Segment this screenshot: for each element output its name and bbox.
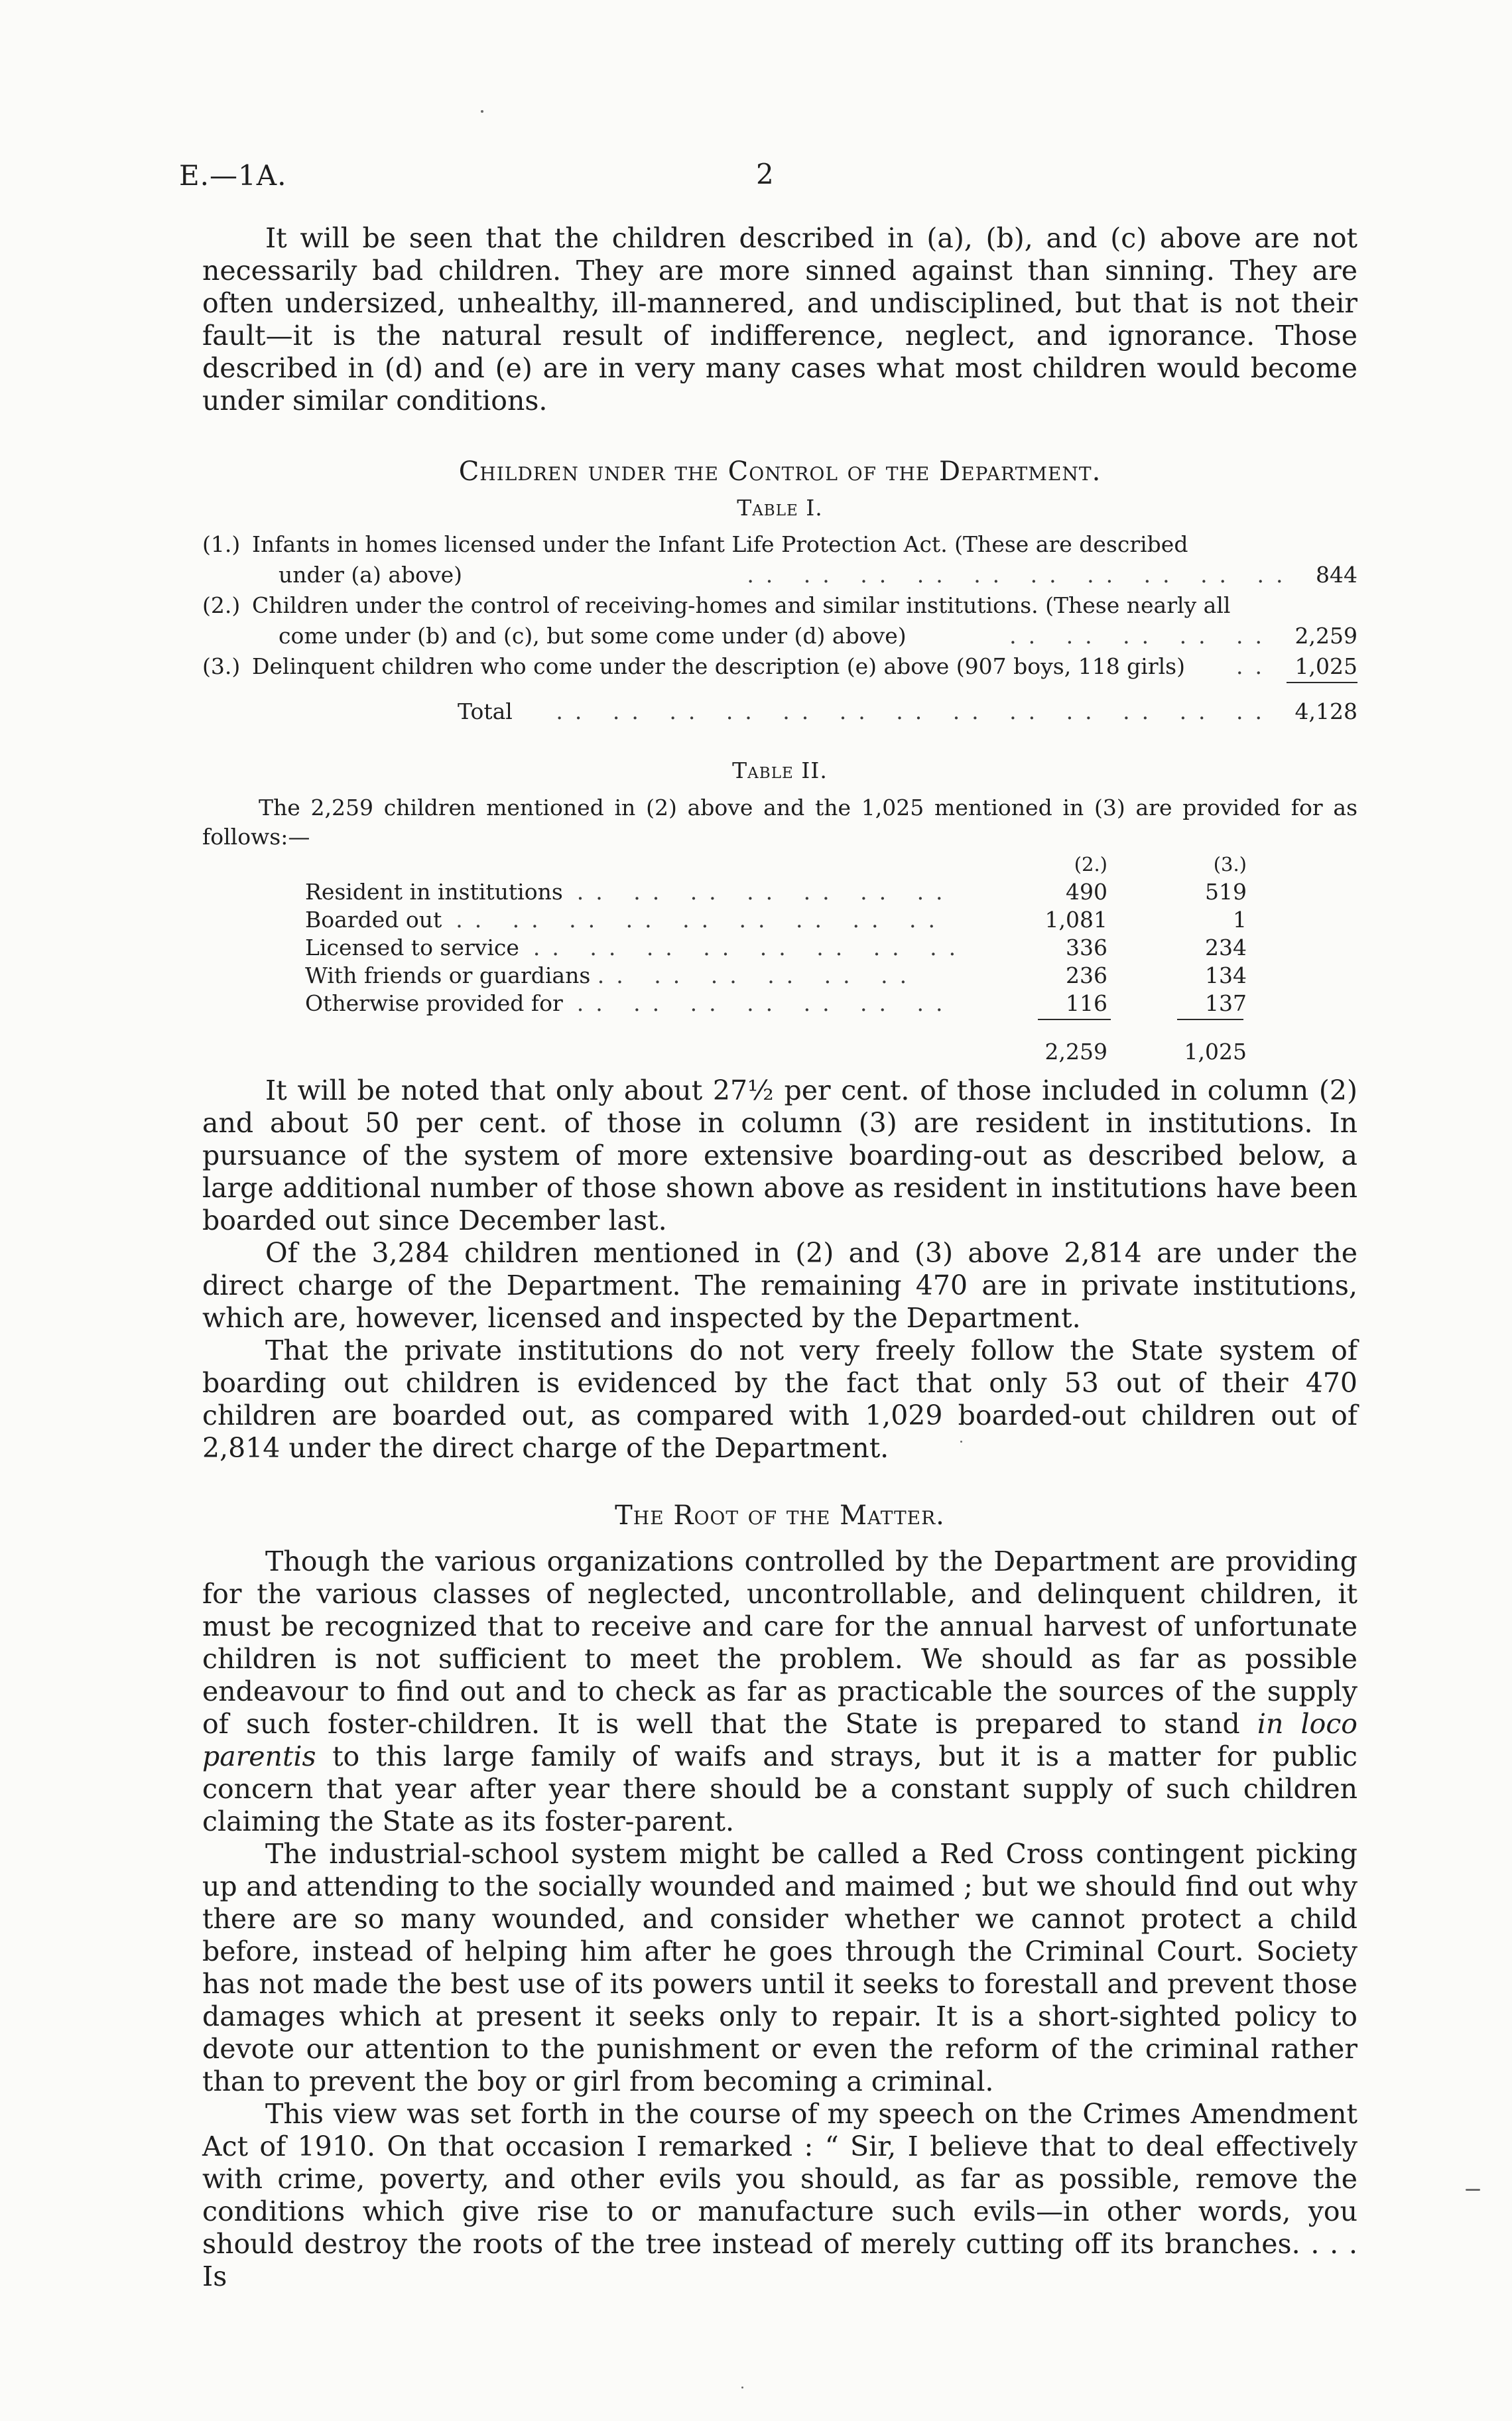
table1-row-text-cont: come under (b) and (c), but some come under (d) above) — [279, 623, 907, 649]
intro-paragraph-block — [202, 222, 1357, 417]
table1-total-row — [202, 696, 1357, 727]
leader-dots: .. .. .. .. .. .. .. .. .. .. .. .. .. — [556, 698, 1275, 724]
table2-row — [305, 962, 1340, 990]
table1-total-rule — [1287, 682, 1357, 683]
table2-row — [305, 934, 1340, 962]
table2-cell-col3: 134 — [1205, 962, 1247, 988]
leader-dots: .. .. .. .. .. — [1009, 623, 1275, 649]
table1-total — [202, 696, 1357, 727]
leader-dots: .. .. .. .. .. .. .. .. .. — [456, 907, 947, 933]
table2-row — [305, 878, 1340, 906]
paragraph-3284: Of the 3,284 children mentioned in (2) and (3) above 2,814 are under the direct charge of the Department. The remaining 470 are in private institutions, which are, however, licensed and inspected by the Department. — [202, 1237, 1357, 1334]
table2-total-col2: 2,259 — [1044, 1039, 1107, 1065]
table2-row — [305, 906, 1340, 934]
scan-speck — [481, 110, 483, 113]
table2-col2-total-rule — [1038, 1019, 1111, 1020]
table2-header-row — [305, 850, 1340, 878]
table2-label-text: Boarded out — [305, 907, 442, 933]
table2-label-text: Otherwise provided for — [305, 990, 563, 1016]
body-text-block-1 — [202, 1075, 1357, 1465]
table1-total-label: Total — [458, 698, 513, 724]
table2-totals — [305, 1038, 1340, 1066]
table1-row-number: (2.) — [202, 592, 241, 618]
table1-value: 1,025 — [1294, 653, 1357, 679]
table2-cell-col2: 336 — [1066, 935, 1107, 960]
table1-row-continued — [202, 560, 1357, 590]
table2-cell-col3: 137 — [1205, 990, 1247, 1016]
table2-row-label — [305, 906, 947, 934]
scan-speck — [741, 2387, 743, 2388]
paragraph-noted: It will be noted that only about 27½ per cent. of those included in column (2) and about 50 per cent. of those in column (3) are resident in institutions. In pursuance of the system of more extensive boarding-out as described below, a large additional number of those shown above as resident in institutions have been boarded out since December last. — [202, 1075, 1357, 1236]
table1-total-value: 4,128 — [1294, 698, 1357, 724]
table2-total-row — [305, 1038, 1340, 1066]
table2-intro-text: The 2,259 children mentioned in (2) above and the 1,025 mentioned in (3) are provided for as follows:— — [202, 795, 1357, 850]
table1-row — [202, 590, 1357, 621]
paragraph-root-text-a: Though the various organizations controlled by the Department are providing for the various classes of neglected, uncontrollable, and delinquent children, it must be recognized that to receive and care for the annual harvest of unfortunate children is not sufficient to meet the problem. We should as far as possible endeavour to find out and to check as far as practicable the sources of the supply of such foster-children. It is well that the State is prepared to stand — [202, 1545, 1357, 1740]
table2-intro — [202, 793, 1357, 852]
body-text-block-2 — [202, 1545, 1357, 2293]
section-heading-root: The Root of the Matter. — [615, 1500, 945, 1531]
document-reference: E.—1A. — [179, 159, 287, 192]
leader-dots: .. .. .. .. .. .. .. .. .. .. — [747, 562, 1295, 588]
table1-row-text-cont: under (a) above) — [279, 562, 463, 588]
table1-row-text: Delinquent children who come under the description (e) above (907 boys, 118 girls) — [252, 653, 1185, 679]
table2-cell-col2: 490 — [1066, 879, 1107, 905]
scan-mark — [1466, 2189, 1480, 2191]
scan-speck — [960, 1441, 962, 1443]
table2-label-text: Licensed to service — [305, 935, 519, 960]
paragraph-private-institutions: That the private institutions do not very freely follow the State system of boarding out children is evidenced by the fact that only 53 out of their 470 children are boarded out, as compared with 1,029 boarded-out children out of 2,814 under the direct charge of the Department. — [202, 1335, 1357, 1464]
table2 — [305, 850, 1340, 1017]
table1-value: 844 — [1316, 562, 1357, 588]
table1-row-text: Infants in homes licensed under the Infant Life Protection Act. (These are described — [252, 531, 1188, 557]
table2-cell-col2: 236 — [1066, 962, 1107, 988]
table2-title: Table II. — [732, 757, 828, 783]
table1-value: 2,259 — [1294, 623, 1357, 649]
table1 — [202, 529, 1357, 682]
table2-row-label — [305, 878, 955, 906]
section-heading-control: Children under the Control of the Department. — [458, 456, 1102, 487]
table2-cell-col3: 1 — [1233, 907, 1247, 933]
table2-cell-col2: 116 — [1066, 990, 1107, 1016]
table2-row-label — [305, 934, 968, 962]
paragraph-speech: This view was set forth in the course of my speech on the Crimes Amendment Act of 1910. On that occasion I remarked : “ Sir, I believe that to deal effectively with crime, poverty, and other evils you should, as far as possible, remove the conditions which give rise to or manufacture such evils—in other words, you should destroy the roots of the tree instead of merely cutting off its branches. . . . Is — [202, 2098, 1357, 2292]
table2-cell-col2: 1,081 — [1044, 907, 1107, 933]
table2-col3-total-rule — [1177, 1019, 1243, 1020]
table2-col-header: (2.) — [1074, 853, 1107, 876]
page-number: 2 — [756, 158, 774, 190]
table1-row-value — [747, 560, 1357, 590]
leader-dots: .. — [1236, 653, 1275, 679]
table2-row-label — [305, 962, 918, 990]
table2-cell-col3: 519 — [1205, 879, 1247, 905]
table2-row — [305, 990, 1340, 1017]
table1-row-number: (3.) — [202, 653, 241, 679]
table2-col-header: (3.) — [1213, 853, 1247, 876]
leader-dots: .. .. .. .. .. .. .. — [576, 879, 955, 905]
table1-row-continued — [202, 621, 1357, 651]
leader-dots: .. .. .. .. .. .. — [597, 962, 919, 988]
leader-dots: .. .. .. .. .. .. .. .. — [533, 935, 968, 960]
paragraph-root-of-matter — [202, 1545, 1357, 1838]
paragraph-intro: It will be seen that the children described in (a), (b), and (c) above are not necessarily bad children. They are more sinned against than sinning. They are often undersized, unhealthy, ill-mannered, and undisciplined, but that is not their fault—it is the natural result of indifference, neglect, and ignorance. Those described in (d) and (e) are in very many cases what most children would become under similar conditions. — [202, 222, 1357, 417]
table1-total-value-wrap — [556, 696, 1357, 727]
leader-dots: .. .. .. .. .. .. .. — [576, 990, 955, 1016]
table1-row — [202, 529, 1357, 560]
latin-phrase: in loco parentis — [202, 1708, 1357, 1772]
table1-row-value — [1009, 621, 1357, 651]
table1-row-text: Children under the control of receiving-homes and similar institutions. (These nearly all — [252, 592, 1231, 618]
table2-label-text: With friends or guardians — [305, 962, 591, 988]
table2-cell-col3: 234 — [1205, 935, 1247, 960]
table2-label-text: Resident in institutions — [305, 879, 563, 905]
paragraph-red-cross: The industrial-school system might be called a Red Cross contingent picking up and attending to the socially wounded and maimed ; but we should find out why there are so many wounded, and consider whether we cannot protect a child before, instead of helping him after he goes through the Criminal Court. Society has not made the best use of its powers until it seeks to forestall and prevent those damages which at present it seeks only to repair. It is a short-sighted policy to devote our attention to the punishment or even the reform of the criminal rather than to prevent the boy or girl from becoming a criminal. — [202, 1838, 1357, 2097]
table1-row-value — [1236, 651, 1357, 682]
table2-row-label — [305, 990, 955, 1017]
table1-title: Table I. — [737, 495, 823, 521]
table2-total-col3: 1,025 — [1184, 1039, 1247, 1065]
table1-row — [202, 651, 1357, 682]
paragraph-root-text-b: to this large family of waifs and strays, but it is a matter for public concern that year after year there should be a constant supply of such children claiming the State as its foster-parent. — [202, 1740, 1358, 1837]
table1-row-number: (1.) — [202, 531, 241, 557]
